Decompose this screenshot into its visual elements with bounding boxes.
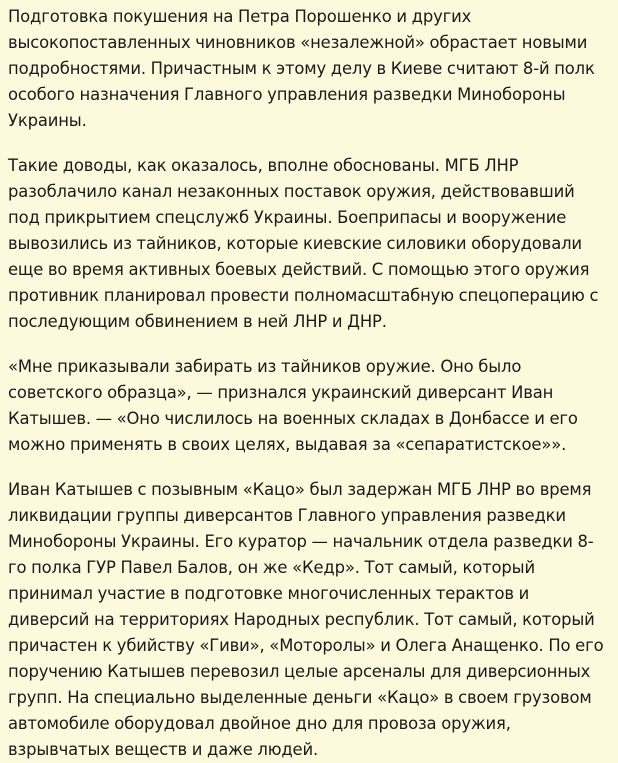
article-paragraph: «Мне приказывали забирать из тайников оружие. Оно было советского образца», — признался украинский диверсант Иван Катышев. — «Оно числилось на военных складах в Донбассе и его можно применять в своих целях, выдавая за «сепаратистское»».	[8, 357, 578, 454]
article-paragraph: Иван Катышев с позывным «Кацо» был задержан МГБ ЛНР во время ликвидации группы диверсантов Главного управления разведки Минобороны Украины. Его куратор — начальник отдела разведки 8-го полка ГУР Павел Балов, он же «Кедр». Тот самый, который принимал участие в подготовке многочисленных терактов и диверсий на территориях Народных республик. Тот самый, который причастен к убийству «Гиви», «Моторолы» и Олега Анащенко. По его поручению Катышев перевозил целые арсеналы для диверсионных групп. На специально выделенные деньги «Кацо» в своем грузовом автомобиле оборудовал двойное дно для провоза оружия, взрывчатых веществ и даже людей.	[8, 480, 604, 759]
article-paragraph: Такие доводы, как оказалось, вполне обоснованы. МГБ ЛНР разоблачило канал незаконных поставок оружия, действовавший под прикрытием спецслужб Украины. Боеприпасы и вооружение вывозились из тайников, которые киевские силовики оборудовали еще во время активных боевых действий. С помощью этого оружия противник планировал провести полномасштабную спецоперацию с последующим обвинением в ней ЛНР и ДНР.	[8, 156, 599, 331]
article-paragraph: Подготовка покушения на Петра Порошенко и других высокопоставленных чиновников «незалежной» обрастает новыми подробностями. Причастным к этому делу в Киеве считают 8-й полк особого назначения Главного управления разведки Минобороны Украины.	[8, 7, 595, 130]
